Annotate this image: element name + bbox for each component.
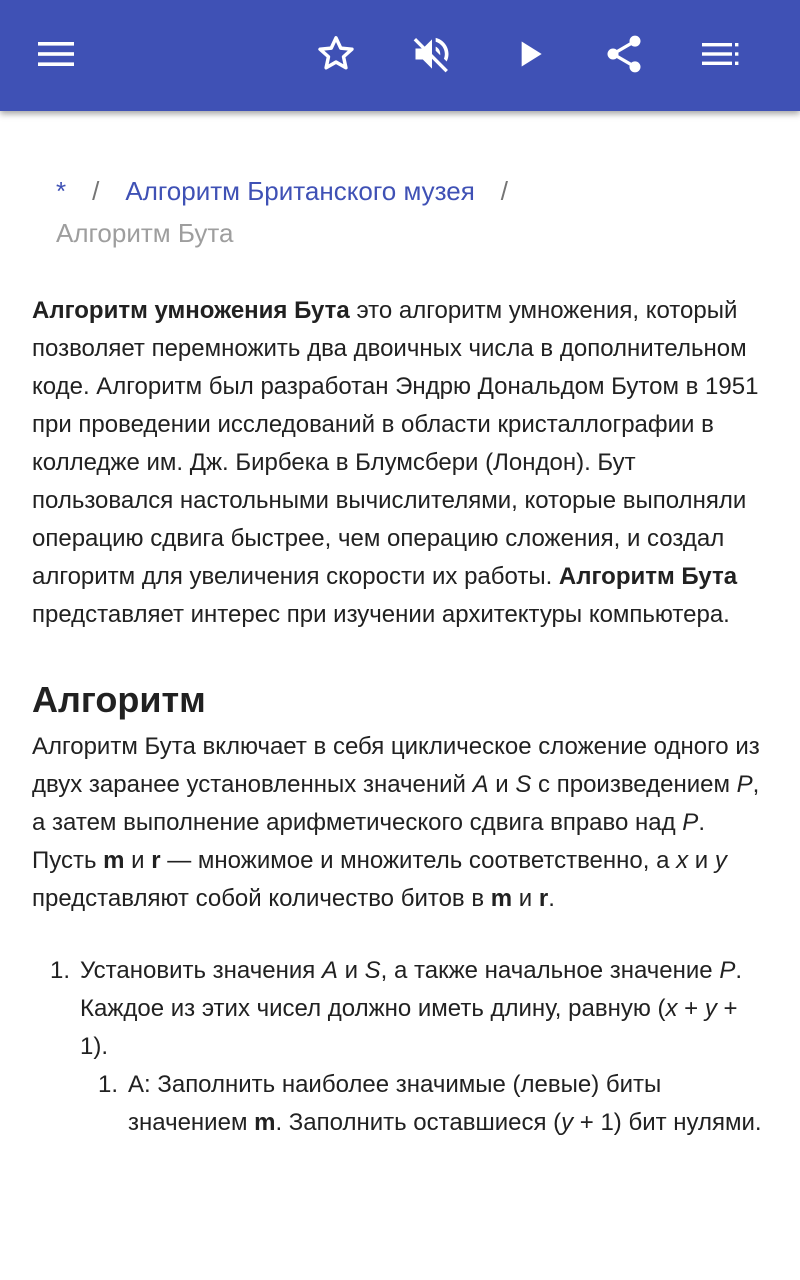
play-button[interactable] <box>498 22 562 86</box>
volume-off-icon <box>410 32 454 76</box>
list-item-number: 1. <box>50 957 71 984</box>
breadcrumb-separator: / <box>92 176 100 206</box>
menu-icon <box>36 34 76 74</box>
play-icon <box>510 34 550 74</box>
favorite-button[interactable] <box>304 22 368 86</box>
contents-button[interactable] <box>688 22 752 86</box>
share-icon <box>602 32 646 76</box>
breadcrumb-current: Алгоритм Бута <box>56 218 234 248</box>
breadcrumb-separator: / <box>500 176 509 206</box>
section-heading: Алгоритм <box>32 679 206 720</box>
algorithm-paragraph: Алгоритм Бута включает в себя циклическое сложение одного из двух заранее установленных значений A и S с произведением P, а затем выполнение арифметического сдвига вправо над P. Пусть m и r — множимое и множитель соответственно, а x и y представляют собой количество битов в m и r. <box>32 733 760 912</box>
list-icon <box>700 34 740 74</box>
breadcrumb <box>32 170 772 254</box>
mute-button[interactable] <box>400 22 464 86</box>
breadcrumb-home-link[interactable]: * <box>56 176 67 206</box>
intro-bold-term: Алгоритм умножения Бута <box>32 297 350 324</box>
intro-text-2: представляет интерес при изучении архитектуры компьютера. <box>32 601 730 628</box>
app-bar <box>0 0 800 111</box>
list-item-number: 1. <box>98 1071 119 1098</box>
star-outline-icon <box>314 32 358 76</box>
intro-paragraph <box>32 292 772 634</box>
list-item: 1. Установить значения A и S, а также начальное значение P. Каждое из этих чисел должно иметь длину, равную (x + y + 1). <box>32 952 772 1066</box>
intro-text: это алгоритм умножения, который позволяет перемножить два двоичных числа в дополнительном коде. Алгоритм был разработан Эндрю Дональдом Бутом в 1951 при проведении исследований в области кристаллографии в колледже им. Дж. Бирбека в Блумсбери (Лондон). Бут пользовался настольными вычислителями, которые выполняли операцию сдвига быстрее, чем операцию сложения, и создал алгоритм для увеличения скорости их работы. <box>32 297 759 590</box>
breadcrumb-parent-link[interactable]: Алгоритм Британского музея <box>125 176 475 206</box>
article-content <box>32 170 772 1142</box>
menu-button[interactable] <box>24 22 88 86</box>
share-button[interactable] <box>592 22 656 86</box>
list-item: 1. A: Заполнить наиболее значимые (левые) биты значением m. Заполнить оставшиеся (y + 1) бит нулями. <box>32 1066 772 1142</box>
intro-bold-term-2: Алгоритм Бута <box>558 563 738 590</box>
steps-list <box>32 952 772 1142</box>
